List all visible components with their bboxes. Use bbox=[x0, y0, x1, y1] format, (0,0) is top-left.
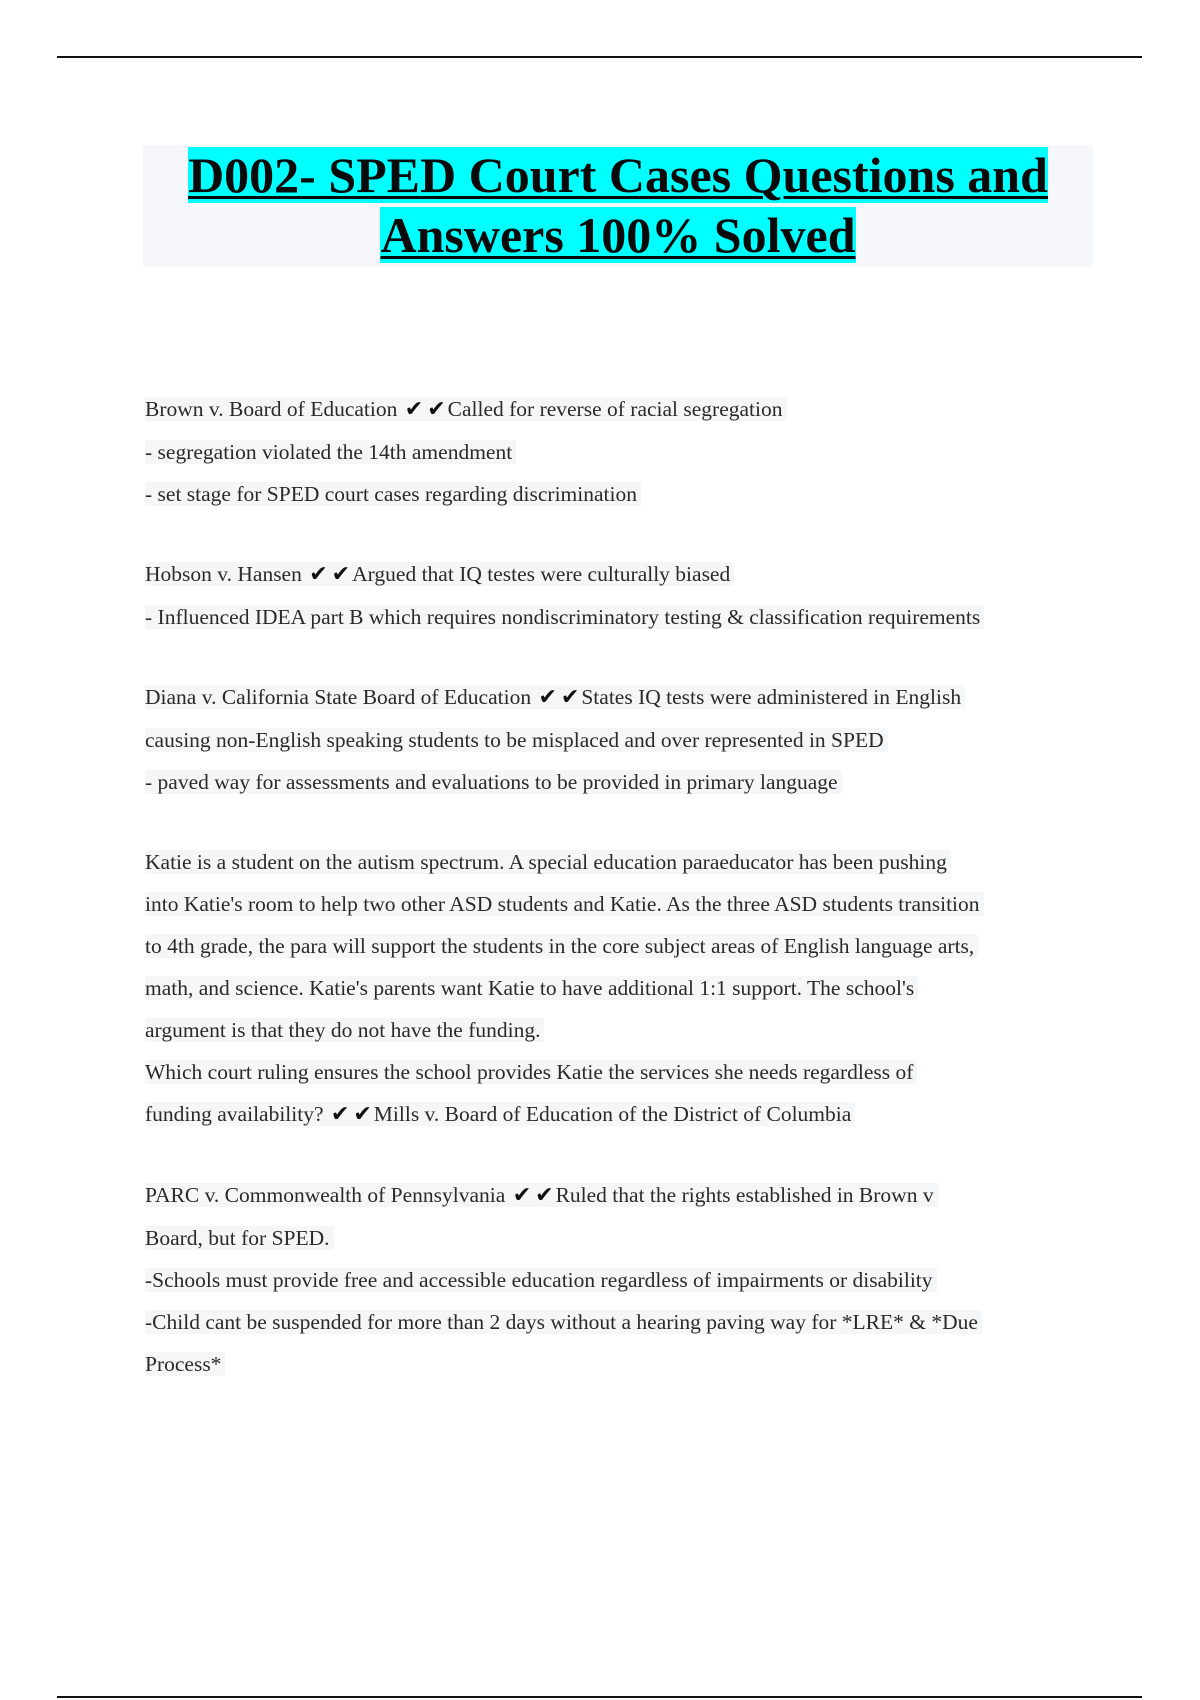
text-line bbox=[145, 719, 1095, 761]
qa-entry bbox=[145, 553, 1095, 638]
question-answer-line bbox=[145, 562, 734, 586]
checkmark-icon: ✔ bbox=[353, 1102, 372, 1127]
checkmark-icon: ✔ bbox=[330, 1102, 350, 1127]
title-line-2: Answers 100% Solved bbox=[380, 207, 856, 263]
question-answer-line bbox=[145, 397, 787, 421]
qa-entry bbox=[145, 1174, 1095, 1385]
text-line bbox=[145, 1009, 1095, 1051]
qa-entry bbox=[145, 676, 1095, 803]
text-line bbox=[145, 1217, 1095, 1259]
text-line bbox=[145, 431, 1095, 473]
answer-text: Argued that IQ testes were culturally biased bbox=[352, 562, 731, 586]
line-text: -Child cant be suspended for more than 2 days without a hearing paving way for *LRE* & *Due bbox=[145, 1310, 982, 1334]
text-line bbox=[145, 676, 1095, 719]
line-text: -Schools must provide free and accessible education regardless of impairments or disability bbox=[145, 1268, 937, 1292]
text-line bbox=[145, 1174, 1095, 1217]
text-line bbox=[145, 761, 1095, 803]
question-text: Brown v. Board of Education bbox=[145, 397, 398, 421]
question-text: Hobson v. Hansen bbox=[145, 562, 302, 586]
line-text: to 4th grade, the para will support the students in the core subject areas of English language arts, bbox=[145, 934, 978, 958]
question-answer-line bbox=[145, 1183, 938, 1207]
line-text: causing non-English speaking students to be misplaced and over represented in SPED bbox=[145, 728, 888, 752]
text-line bbox=[145, 841, 1095, 883]
text-line bbox=[145, 1259, 1095, 1301]
line-text: Katie is a student on the autism spectrum. A special education paraeducator has been pushing bbox=[145, 850, 951, 874]
checkmark-icon: ✔ bbox=[331, 562, 351, 587]
checkmark-icon: ✔ bbox=[538, 685, 557, 710]
document-body bbox=[145, 388, 1095, 1423]
text-line bbox=[145, 1093, 1095, 1136]
answer-text: Mills v. Board of Education of the District of Columbia bbox=[373, 1102, 852, 1126]
text-line bbox=[145, 967, 1095, 1009]
checkmark-icon: ✔ bbox=[512, 1183, 532, 1208]
question-text: PARC v. Commonwealth of Pennsylvania bbox=[145, 1183, 506, 1207]
text-line bbox=[145, 1051, 1095, 1093]
text-line bbox=[145, 553, 1095, 596]
text-line bbox=[145, 1301, 1095, 1343]
checkmark-icon: ✔ bbox=[427, 397, 446, 422]
text-line bbox=[145, 925, 1095, 967]
answer-text: Called for reverse of racial segregation bbox=[447, 397, 783, 421]
answer-text: States IQ tests were administered in English bbox=[581, 685, 962, 709]
line-text: - paved way for assessments and evaluations to be provided in primary language bbox=[145, 770, 842, 794]
question-text: funding availability? bbox=[145, 1102, 324, 1126]
line-text: Which court ruling ensures the school provides Katie the services she needs regardless of bbox=[145, 1060, 917, 1084]
checkmark-icon: ✔ bbox=[404, 397, 424, 422]
text-line bbox=[145, 883, 1095, 925]
title-line-1: D002- SPED Court Cases Questions and bbox=[188, 147, 1048, 203]
line-text: into Katie's room to help two other ASD students and Katie. As the three ASD students transition bbox=[145, 892, 984, 916]
bottom-rule bbox=[57, 1696, 1142, 1698]
text-line bbox=[145, 1343, 1095, 1385]
checkmark-icon: ✔ bbox=[309, 562, 328, 587]
text-line bbox=[145, 596, 1095, 638]
answer-text: Ruled that the rights established in Brown v bbox=[555, 1183, 934, 1207]
top-rule bbox=[57, 56, 1142, 58]
line-text: - segregation violated the 14th amendment bbox=[145, 440, 516, 464]
checkmark-icon: ✔ bbox=[535, 1183, 554, 1208]
line-text: math, and science. Katie's parents want Katie to have additional 1:1 support. The school's bbox=[145, 976, 918, 1000]
checkmark-icon: ✔ bbox=[560, 685, 580, 710]
question-text: Diana v. California State Board of Education bbox=[145, 685, 532, 709]
line-text: Process* bbox=[145, 1352, 225, 1376]
line-text: - set stage for SPED court cases regarding discrimination bbox=[145, 482, 641, 506]
document-title bbox=[143, 145, 1093, 267]
text-line bbox=[145, 473, 1095, 515]
qa-entry bbox=[145, 388, 1095, 515]
line-text: argument is that they do not have the funding. bbox=[145, 1018, 544, 1042]
line-text: - Influenced IDEA part B which requires nondiscriminatory testing & classification requirements bbox=[145, 605, 984, 629]
question-answer-line bbox=[145, 685, 965, 709]
line-text: Board, but for SPED. bbox=[145, 1226, 334, 1250]
qa-entry bbox=[145, 841, 1095, 1136]
question-answer-line bbox=[145, 1102, 855, 1126]
text-line bbox=[145, 388, 1095, 431]
